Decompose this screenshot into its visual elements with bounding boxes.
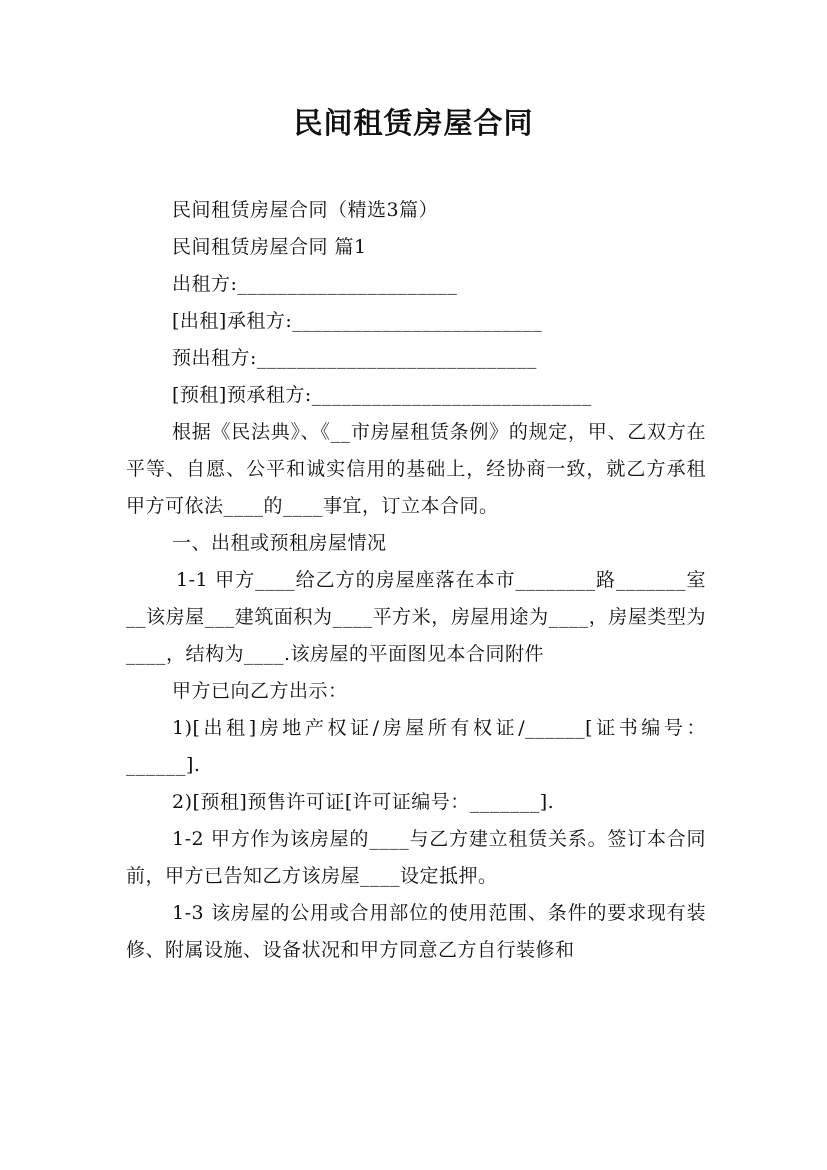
paragraph-subtitle: 民间租赁房屋合同（精选3篇）: [172, 199, 439, 221]
document-body: [126, 192, 706, 969]
paragraph-certificate: 1)[出租]房地产权证/房屋所有权证/______[证书编号：______].: [126, 717, 706, 776]
paragraph-clause-1-2: 1-2 甲方作为该房屋的____与乙方建立租赁关系。签订本合同前，甲方已告知乙方该房屋____设定抵押。: [126, 828, 706, 887]
paragraph-legal-basis: 根据《民法典》、《__市房屋租赁条例》的规定，甲、乙双方在平等、自愿、公平和诚实信用的基础上，经协商一致，就乙方承租甲方可依法____的____事宜，订立本合同。: [126, 421, 706, 517]
paragraph-pre-lessor: 预出租方:____________________________: [172, 347, 537, 369]
paragraph-article-one-heading: 一、出租或预租房屋情况: [172, 532, 387, 554]
paragraph-shown-documents: 甲方已向乙方出示：: [172, 680, 348, 702]
paragraph-presale-permit: 2)[预租]预售许可证[许可证编号：_______].: [172, 791, 555, 813]
paragraph-clause-1-1: 1-1 甲方____给乙方的房屋座落在本市________路_______室__该房屋___建筑面积为____平方米，房屋用途为____，房屋类型为____，结构为____.该房屋的平面图见本合同附件: [126, 569, 706, 665]
paragraph-lessee: [出租]承租方:_________________________: [172, 310, 543, 332]
paragraph-pre-lessee: [预租]预承租方:____________________________: [172, 384, 592, 406]
document-title: 民间租赁房屋合同: [293, 106, 534, 140]
paragraph-lessor: 出租方:______________________: [172, 273, 458, 295]
paragraph-section-heading: 民间租赁房屋合同 篇1: [172, 236, 367, 258]
paragraph-clause-1-3: 1-3 该房屋的公用或合用部位的使用范围、条件的要求现有装修、附属设施、设备状况和甲方同意乙方自行装修和: [126, 902, 706, 961]
